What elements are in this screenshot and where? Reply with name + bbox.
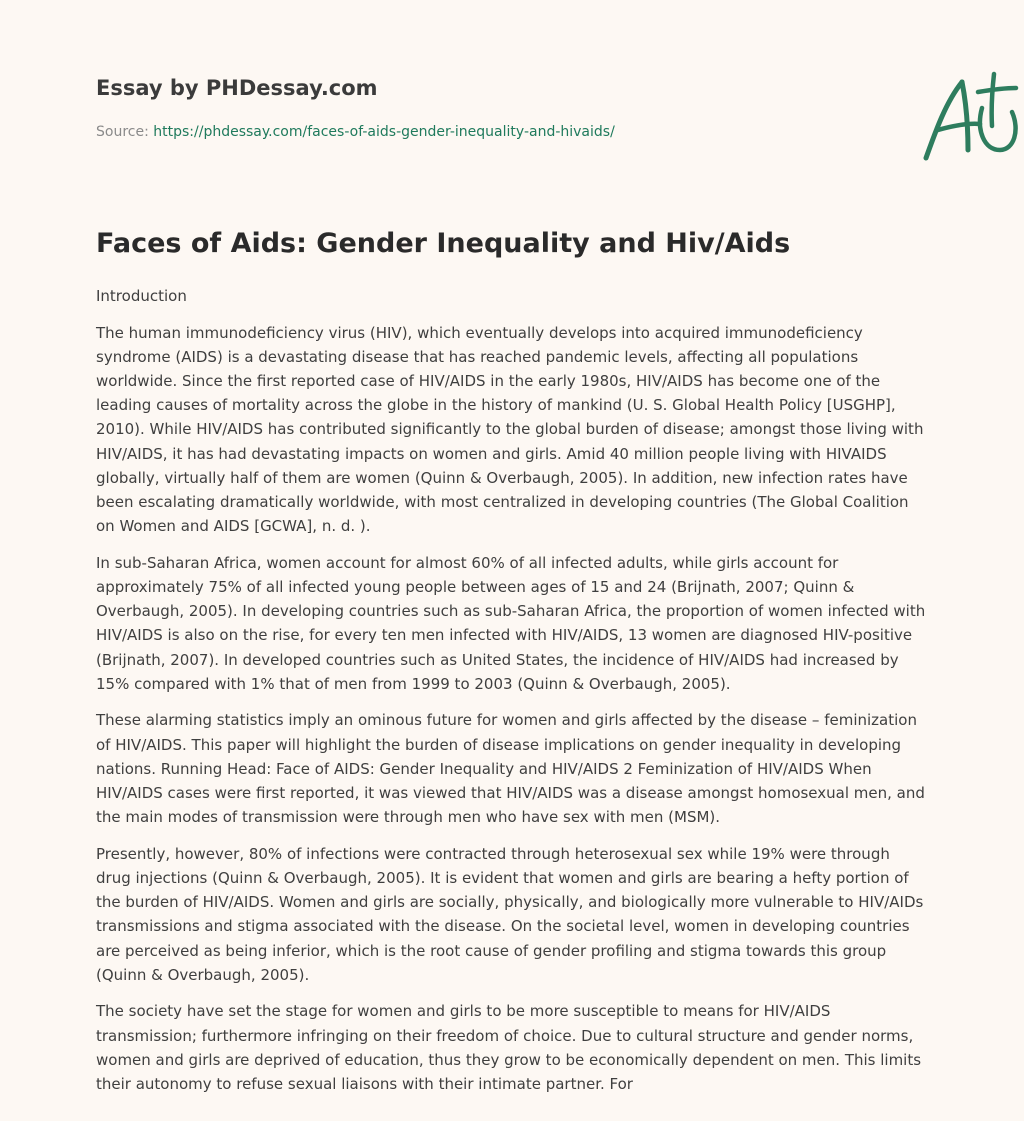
site-brand: Essay by PHDessay.com: [96, 76, 378, 100]
paragraph: Presently, however, 80% of infections were contracted through heterosexual sex while 19% were through drug injections (Quinn & Overbaugh, 2005). It is evident that women and girls are bearing a hefty portion of the burden of HIV/AIDS. Women and girls are socially, physically, and biologically more vulnerable to HIV/AIDs transmissions and stigma associated with the disease. On the societal level, women in developing countries are perceived as being inferior, which is the root cause of gender profiling and stigma towards this group (Quinn & Overbaugh, 2005).: [96, 844, 924, 984]
a-plus-logo-icon: [922, 68, 1022, 164]
source-line: [96, 124, 615, 140]
paragraph: The human immunodeficiency virus (HIV), which eventually develops into acquired immunodeficiency syndrome (AIDS) is a devastating disease that has reached pandemic levels, affecting all populations worldwide. Since the first reported case of HIV/AIDS in the early 1980s, HIV/AIDS has become one of the leading causes of mortality across the globe in the history of mankind (U. S. Global Health Policy [USGHP], 2010). While HIV/AIDS has contributed significantly to the global burden of disease; amongst those living with HIV/AIDS, it has had devastating impacts on women and girls. Amid 40 million people living with HIVAIDS globally, virtually half of them are women (Quinn & Overbaugh, 2005). In addition, new infection rates have been escalating dramatically worldwide, with most centralized in developing countries (The Global Coalition on Women and AIDS [GCWA], n. d. ).: [96, 323, 924, 536]
essay-body: [96, 284, 926, 1109]
paragraph: These alarming statistics imply an ominous future for women and girls affected by the disease – feminization of HIV/AIDS. This paper will highlight the burden of disease implications on gender inequality in developing nations. Running Head: Face of AIDS: Gender Inequality and HIV/AIDS 2 Feminization of HIV/AIDS When HIV/AIDS cases were first reported, it was viewed that HIV/AIDS was a disease amongst homosexual men, and the main modes of transmission were through men who have sex with men (MSM).: [96, 711, 925, 827]
source-label: Source:: [96, 124, 149, 140]
section-heading: Introduction: [96, 287, 187, 305]
essay-title: Faces of Aids: Gender Inequality and Hiv/Aids: [96, 228, 791, 259]
source-link[interactable]: https://phdessay.com/faces-of-aids-gender-inequality-and-hivaids/: [153, 124, 615, 140]
paragraph: The society have set the stage for women and girls to be more susceptible to means for HIV/AIDS transmission; furthermore infringing on their freedom of choice. Due to cultural structure and gender norms, women and girls are deprived of education, thus they grow to be economically dependent on men. This limits their autonomy to refuse sexual liaisons with their intimate partner. For: [96, 1002, 922, 1094]
paragraph: In sub-Saharan Africa, women account for almost 60% of all infected adults, while girls account for approximately 75% of all infected young people between ages of 15 and 24 (Brijnath, 2007; Quinn & Overbaugh, 2005). In developing countries such as sub-Saharan Africa, the proportion of women infected with HIV/AIDS is also on the rise, for every ten men infected with HIV/AIDS, 13 women are diagnosed HIV-positive (Brijnath, 2007). In developed countries such as United States, the incidence of HIV/AIDS had increased by 15% compared with 1% that of men from 1999 to 2003 (Quinn & Overbaugh, 2005).: [96, 553, 926, 693]
